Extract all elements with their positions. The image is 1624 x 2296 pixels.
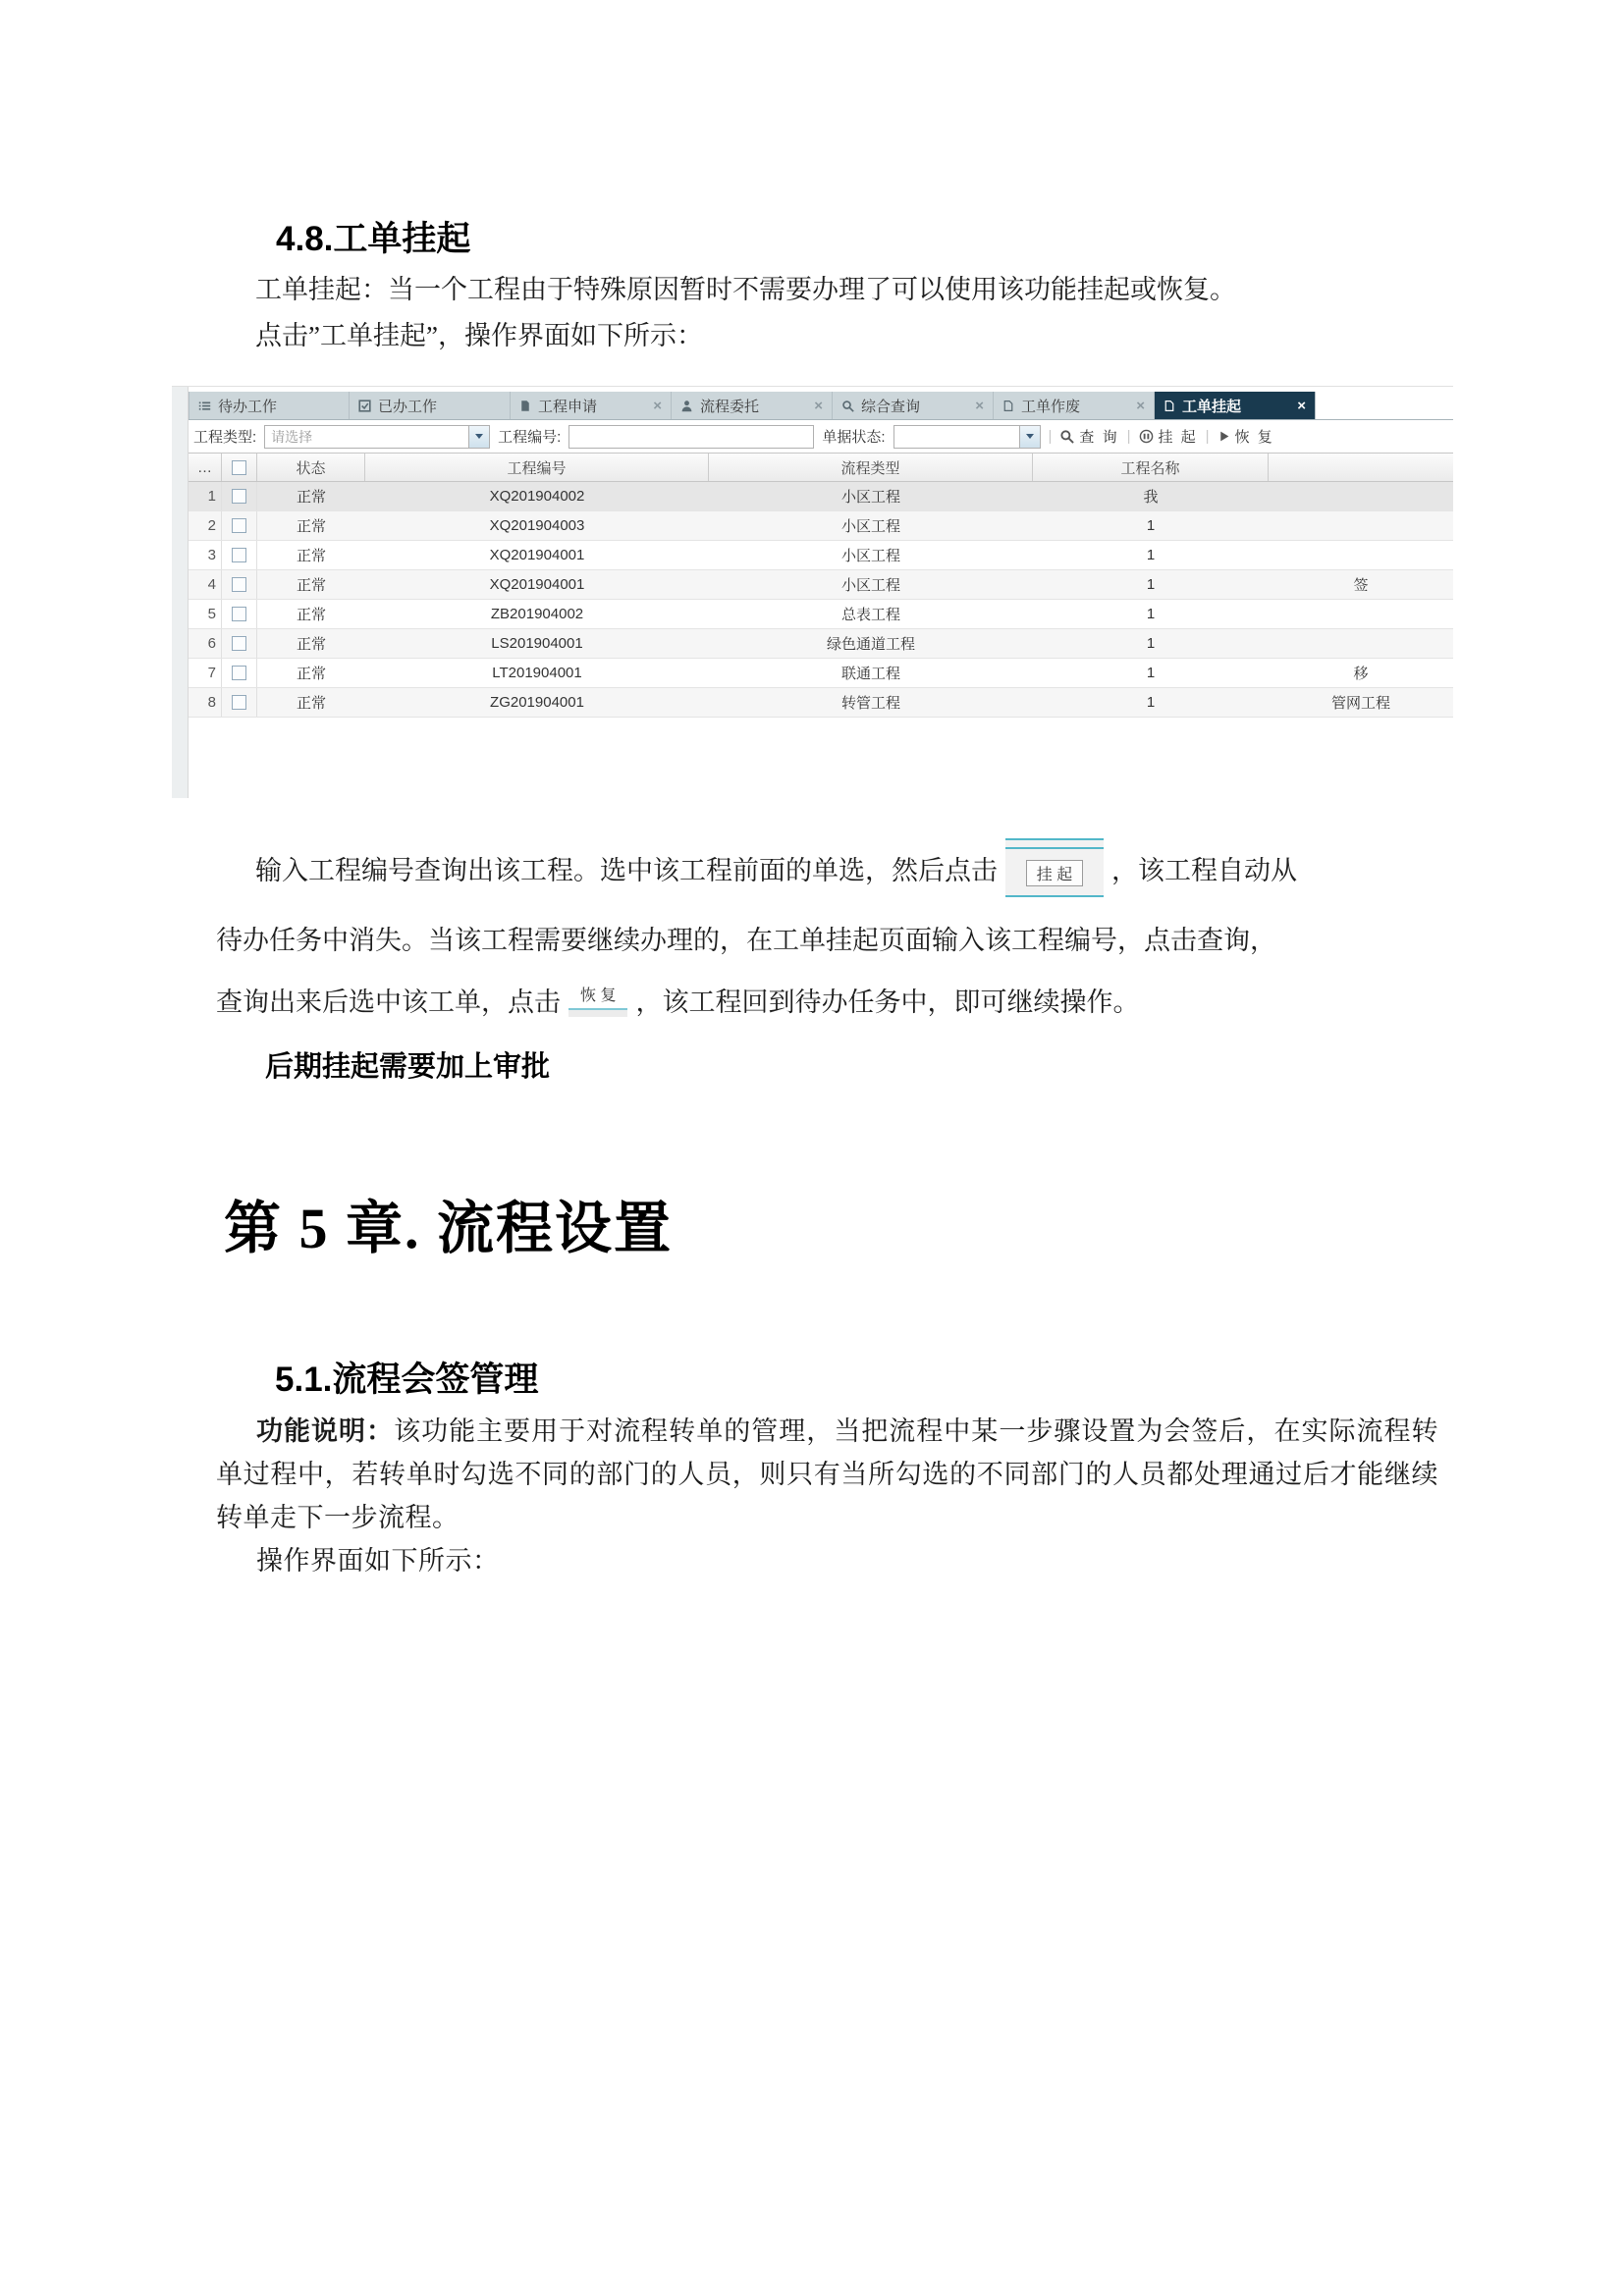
row-code: XQ201904001 (489, 576, 585, 593)
row-flow: 总表工程 (840, 607, 900, 623)
row-flow: 转管工程 (840, 695, 900, 712)
check-icon (358, 400, 371, 412)
row-checkbox-cell (222, 629, 257, 658)
row-seq: 6 (189, 629, 222, 658)
row-checkbox-cell (222, 659, 257, 687)
column-status: 状态 (257, 454, 365, 481)
order-status-label: 单据状态: (822, 429, 886, 446)
project-type-value: 请选择 (271, 428, 313, 445)
row-status: 正常 (296, 548, 326, 564)
column-name: 工程名称 (1033, 454, 1269, 481)
project-code-input[interactable] (568, 425, 814, 449)
column-checkbox (222, 454, 257, 481)
column-code: 工程编号 (365, 454, 709, 481)
row-extra (1269, 629, 1453, 658)
row-flow: 联通工程 (840, 666, 900, 682)
row-code: ZB201904002 (490, 606, 584, 622)
row-extra (1269, 541, 1453, 569)
column-extra (1269, 454, 1453, 481)
column-seq: … (189, 454, 222, 481)
tab-label: 工单作废 (1021, 398, 1081, 415)
row-name: 1 (1146, 665, 1156, 681)
function-note-text: 该功能主要用于对流程转单的管理，当把流程中某一步骤设置为会签后，在实际流程转单过程中，若转单时勾选不同的部门的人员，则只有当所勾选的不同部门的人员都处理通过后才能继续转单走下一步流程。 (216, 1416, 1439, 1532)
filter-toolbar (189, 420, 1453, 453)
separator: | (1048, 428, 1053, 445)
row-code: LT201904001 (492, 665, 582, 681)
tab-label: 工单挂起 (1182, 398, 1242, 415)
resume-button-image: 恢 复 (580, 987, 617, 1004)
function-note-label: 功能说明： (256, 1416, 395, 1446)
row-extra: 签 (1353, 577, 1369, 594)
row-checkbox-cell (222, 570, 257, 599)
pause-circle-icon (1139, 429, 1154, 444)
document-icon (519, 400, 531, 412)
column-flow: 流程类型 (709, 454, 1033, 481)
chapter-heading-5: 第 5 章. 流程设置 (224, 1197, 674, 1260)
table-row[interactable] (189, 659, 1453, 688)
tab-order-void[interactable] (994, 392, 1155, 419)
row-code: XQ201904001 (489, 547, 585, 563)
search-icon (841, 400, 854, 412)
row-checkbox-cell (222, 482, 257, 510)
close-icon[interactable]: × (1136, 397, 1145, 414)
row-checkbox-cell (222, 688, 257, 717)
row-checkbox[interactable] (232, 518, 246, 533)
paragraph-48-line1: 工单挂起：当一个工程由于特殊原因暂时不需要办理了可以使用该功能挂起或恢复。 (255, 275, 1236, 304)
row-code: XQ201904003 (489, 517, 585, 534)
file-icon (1002, 400, 1014, 412)
project-type-label: 工程类型: (193, 429, 257, 446)
embedded-screenshot (172, 386, 1453, 798)
row-checkbox-cell (222, 511, 257, 540)
tab-todo-work[interactable] (189, 392, 350, 419)
row-status: 正常 (296, 695, 326, 712)
row-flow: 小区工程 (840, 518, 900, 535)
search-icon (1059, 429, 1074, 444)
tab-order-suspend[interactable] (1155, 392, 1316, 419)
tab-flow-delegate[interactable] (672, 392, 833, 419)
list-icon (198, 400, 211, 412)
row-checkbox-cell (222, 541, 257, 569)
close-icon[interactable]: × (975, 397, 984, 414)
row-checkbox[interactable] (232, 548, 246, 562)
row-seq: 4 (189, 570, 222, 599)
resume-button-snippet (568, 983, 627, 1017)
row-extra: 移 (1353, 666, 1369, 682)
tab-done-work[interactable] (350, 392, 511, 419)
project-code-label: 工程编号: (498, 429, 562, 446)
text-before-suspend-snippet: 输入工程编号查询出该工程。选中该工程前面的单选，然后点击 (255, 855, 998, 885)
row-checkbox[interactable] (232, 489, 246, 504)
table-row[interactable] (189, 570, 1453, 600)
row-checkbox-cell (222, 600, 257, 628)
section-heading-5-1: 5.1.流程会签管理 (275, 1361, 539, 1399)
row-seq: 3 (189, 541, 222, 569)
row-seq: 7 (189, 659, 222, 687)
select-all-checkbox[interactable] (232, 460, 246, 475)
row-code: ZG201904001 (490, 694, 584, 711)
resume-button-label: 恢 复 (1234, 429, 1274, 446)
row-status: 正常 (296, 518, 326, 535)
table-row[interactable] (189, 600, 1453, 629)
close-icon[interactable]: × (814, 397, 823, 414)
table-row[interactable] (189, 541, 1453, 570)
project-type-select[interactable] (264, 425, 490, 449)
section-heading-4-8: 4.8.工单挂起 (276, 220, 471, 258)
row-flow: 小区工程 (840, 489, 900, 506)
close-icon[interactable]: × (1297, 397, 1306, 414)
paragraph-suspend-line3 (216, 974, 1139, 1025)
row-seq: 8 (189, 688, 222, 717)
tab-bar (189, 387, 1453, 420)
file-icon (1164, 400, 1175, 412)
row-status: 正常 (296, 607, 326, 623)
table-row[interactable] (189, 688, 1453, 718)
row-checkbox[interactable] (232, 607, 246, 621)
suspend-button-snippet (1005, 838, 1104, 897)
teal-line (568, 1008, 627, 1017)
query-button[interactable] (1059, 426, 1118, 447)
row-checkbox[interactable] (232, 666, 246, 680)
separator: | (1205, 428, 1210, 445)
row-status: 正常 (296, 489, 326, 506)
paragraph-51-body (216, 1410, 1438, 1539)
row-status: 正常 (296, 636, 326, 653)
row-name: 1 (1146, 547, 1156, 563)
tab-label: 待办工作 (218, 398, 278, 415)
row-seq: 2 (189, 511, 222, 540)
table-header (189, 453, 1453, 482)
row-code: XQ201904002 (489, 488, 585, 505)
tab-label: 已办工作 (378, 398, 438, 415)
chevron-down-icon[interactable] (468, 426, 489, 448)
tab-label: 综合查询 (861, 398, 921, 415)
row-checkbox[interactable] (232, 577, 246, 592)
row-name: 1 (1146, 635, 1156, 652)
tab-综合-query[interactable] (833, 392, 994, 419)
suspend-button-label: 挂 起 (1158, 429, 1198, 446)
row-status: 正常 (296, 577, 326, 594)
row-checkbox[interactable] (232, 636, 246, 651)
row-name: 我 (1143, 489, 1159, 506)
paragraph-51-last: 操作界面如下所示： (256, 1546, 500, 1575)
row-flow: 小区工程 (840, 577, 900, 594)
teal-line (1005, 847, 1104, 849)
row-checkbox[interactable] (232, 695, 246, 710)
paragraph-suspend-line1 (255, 836, 1297, 899)
paragraph-48-line2: 点击”工单挂起”，操作界面如下所示： (255, 321, 703, 350)
tab-project-apply[interactable] (511, 392, 672, 419)
order-status-value (894, 426, 1019, 448)
query-button-label: 查 询 (1079, 429, 1119, 446)
row-seq: 1 (189, 482, 222, 510)
collapsed-sidebar-strip (172, 387, 189, 798)
person-icon (680, 400, 693, 412)
row-name: 1 (1146, 694, 1156, 711)
approval-note: 后期挂起需要加上审批 (265, 1051, 551, 1083)
text-after-suspend-snippet: ，该工程自动从 (1111, 855, 1297, 885)
table-row[interactable] (189, 482, 1453, 511)
row-extra (1269, 600, 1453, 628)
chevron-down-icon[interactable] (1019, 426, 1040, 448)
row-code: LS201904001 (491, 635, 583, 652)
row-flow: 小区工程 (840, 548, 900, 564)
row-name: 1 (1146, 576, 1156, 593)
play-icon (1218, 430, 1230, 443)
text-after-resume-snippet: ，该工程回到待办任务中，即可继续操作。 (635, 987, 1140, 1017)
resume-button[interactable] (1218, 426, 1274, 447)
text-before-resume-snippet: 查询出来后选中该工单，点击 (216, 987, 561, 1017)
paragraph-51 (216, 1410, 1438, 1582)
separator: | (1126, 428, 1131, 445)
row-extra (1269, 511, 1453, 540)
tab-label: 流程委托 (700, 398, 760, 415)
close-icon[interactable]: × (653, 397, 662, 414)
row-status: 正常 (296, 666, 326, 682)
row-seq: 5 (189, 600, 222, 628)
row-name: 1 (1146, 606, 1156, 622)
row-extra: 管网工程 (1330, 695, 1390, 712)
suspend-button-image: 挂 起 (1026, 860, 1083, 886)
row-flow: 绿色通道工程 (826, 636, 915, 653)
suspend-button[interactable] (1139, 426, 1198, 447)
order-status-select[interactable] (893, 425, 1041, 449)
table-row[interactable] (189, 629, 1453, 659)
paragraph-suspend-line2: 待办任务中消失。当该工程需要继续办理的，在工单挂起页面输入该工程编号，点击查询， (216, 926, 1276, 955)
table-row[interactable] (189, 511, 1453, 541)
row-extra (1269, 482, 1453, 510)
row-name: 1 (1146, 517, 1156, 534)
tab-label: 工程申请 (538, 398, 598, 415)
